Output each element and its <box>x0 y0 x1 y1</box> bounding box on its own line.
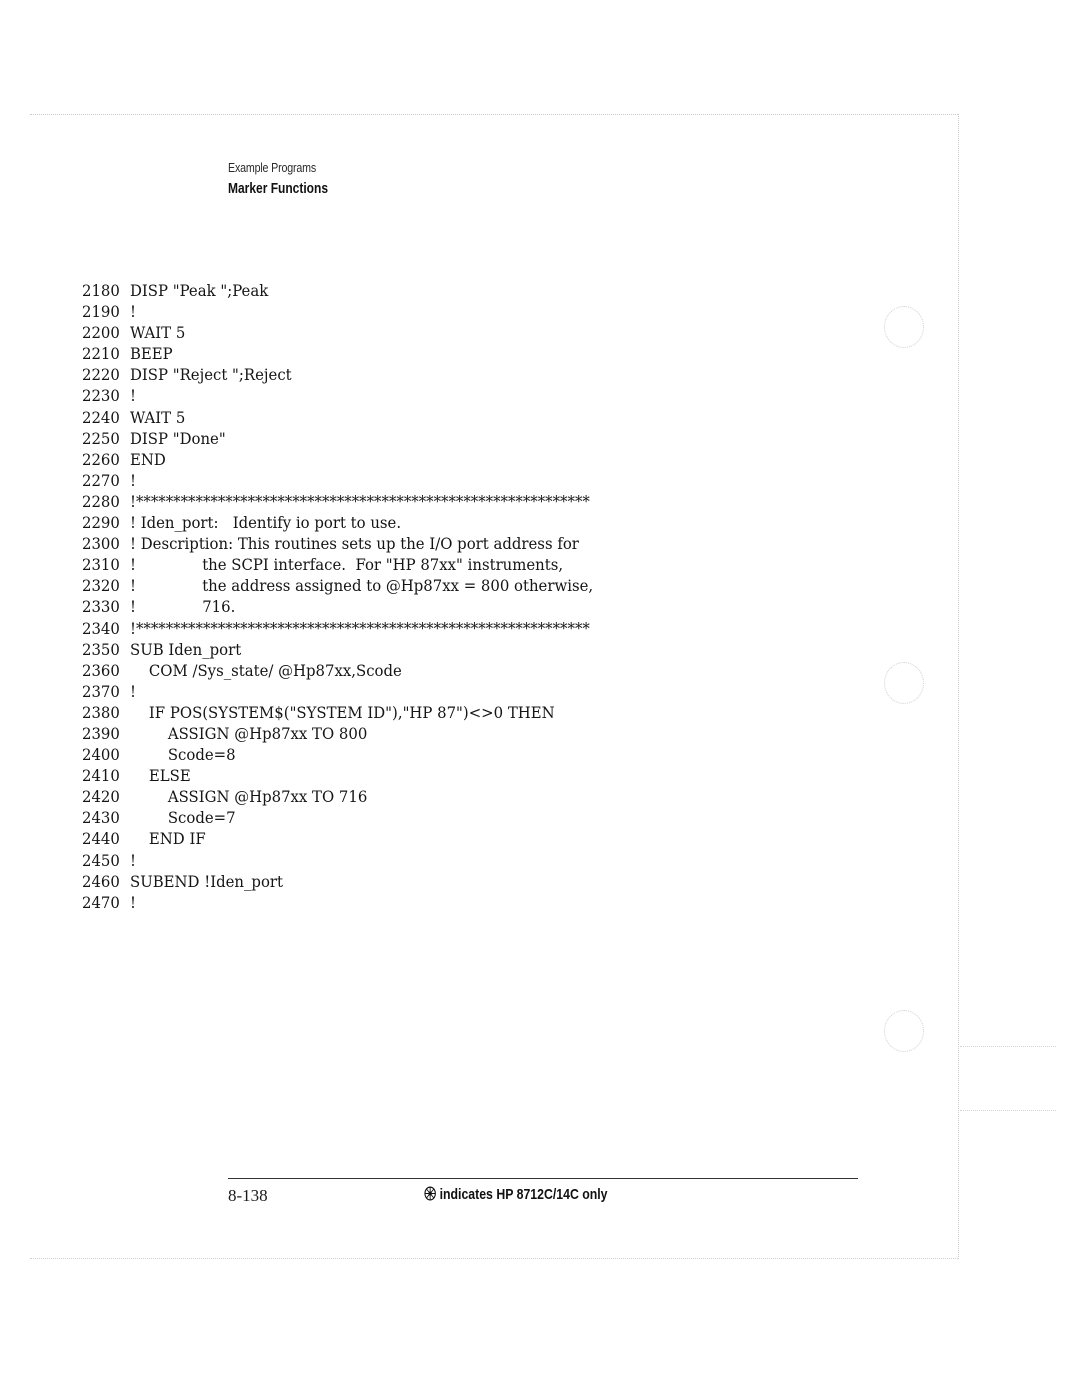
code-line <box>82 661 593 682</box>
line-text: DISP "Peak ";Peak <box>130 282 269 300</box>
code-line <box>82 766 593 787</box>
line-text: ! <box>130 851 136 870</box>
code-line <box>82 619 593 640</box>
scan-edge-right <box>958 114 959 1259</box>
line-text: WAIT 5 <box>130 324 186 343</box>
line-number: 2450 <box>82 851 120 870</box>
line-text: SUBEND !Iden_port <box>130 872 283 891</box>
code-line <box>82 429 593 450</box>
code-line <box>82 555 593 576</box>
line-text: ! <box>130 303 136 322</box>
line-number: 2180 <box>82 282 120 300</box>
page-title: Marker Functions <box>228 180 329 197</box>
scan-edge-top <box>30 114 958 115</box>
code-line <box>82 682 593 703</box>
scan-edge-tab <box>960 1046 1056 1047</box>
line-number: 2230 <box>82 387 120 406</box>
line-number: 2390 <box>82 724 120 743</box>
code-line <box>82 851 593 872</box>
line-text: ASSIGN @Hp87xx TO 800 <box>130 724 368 743</box>
line-text: END IF <box>130 830 206 849</box>
line-text: DISP "Done" <box>130 429 226 448</box>
code-line <box>82 534 593 555</box>
code-line <box>82 492 593 513</box>
line-text: ! <box>130 682 136 701</box>
code-line <box>82 893 593 914</box>
line-number: 2270 <box>82 471 120 490</box>
binder-hole <box>884 662 924 704</box>
line-number: 2430 <box>82 809 120 828</box>
line-text: SUB Iden_port <box>130 640 242 659</box>
code-line <box>82 365 593 386</box>
line-number: 2470 <box>82 893 120 912</box>
code-line <box>82 471 593 492</box>
footnote-text: indicates HP 8712C/14C only <box>439 1186 608 1203</box>
line-number: 2340 <box>82 619 120 638</box>
binder-hole <box>884 1010 924 1052</box>
footnote <box>424 1186 608 1203</box>
code-line <box>82 724 593 745</box>
line-number: 2200 <box>82 324 120 343</box>
line-text: COM /Sys_state/ @Hp87xx,Scode <box>130 661 402 680</box>
page-number: 8-138 <box>228 1186 268 1205</box>
line-text: Scode=8 <box>130 746 236 765</box>
line-text: Scode=7 <box>130 809 236 828</box>
line-text: ! the SCPI interface. For "HP 87xx" instruments, <box>130 556 564 575</box>
line-number: 2250 <box>82 429 120 448</box>
code-line <box>82 703 593 724</box>
line-number: 2330 <box>82 598 120 617</box>
code-line <box>82 597 593 618</box>
code-line <box>82 872 593 893</box>
line-text: END <box>130 450 166 469</box>
line-text: ! 716. <box>130 598 236 617</box>
code-line <box>82 513 593 534</box>
hp-8712c-14c-symbol-icon <box>424 1186 436 1201</box>
line-number: 2370 <box>82 682 120 701</box>
line-text: IF POS(SYSTEM$("SYSTEM ID"),"HP 87")<>0 THEN <box>130 703 555 722</box>
code-line <box>82 745 593 766</box>
line-number: 2410 <box>82 767 120 786</box>
scan-edge-bottom <box>30 1258 958 1259</box>
code-line <box>82 808 593 829</box>
line-number: 2240 <box>82 408 120 427</box>
line-number: 2320 <box>82 577 120 596</box>
page-header <box>228 160 353 197</box>
line-number: 2280 <box>82 492 120 511</box>
section-name: Example Programs <box>228 160 317 175</box>
line-number: 2460 <box>82 872 120 891</box>
line-text: !************************************************************* <box>130 492 590 511</box>
line-text: ! the address assigned to @Hp87xx = 800 otherwise, <box>130 577 594 596</box>
line-text: ASSIGN @Hp87xx TO 716 <box>130 788 368 807</box>
code-line <box>82 640 593 661</box>
line-number: 2380 <box>82 703 120 722</box>
line-text: BEEP <box>130 345 173 364</box>
code-line <box>82 787 593 808</box>
code-line <box>82 450 593 471</box>
code-line <box>82 829 593 850</box>
code-line <box>82 344 593 365</box>
line-number: 2210 <box>82 345 120 364</box>
line-number: 2360 <box>82 661 120 680</box>
line-number: 2420 <box>82 788 120 807</box>
line-number: 2190 <box>82 303 120 322</box>
line-number: 2310 <box>82 556 120 575</box>
line-number: 2290 <box>82 514 120 533</box>
line-number: 2220 <box>82 366 120 385</box>
code-line <box>82 281 593 302</box>
footer-rule <box>228 1178 858 1179</box>
line-text: ELSE <box>130 767 191 786</box>
code-listing <box>82 281 593 914</box>
line-text: ! Description: This routines sets up the I/O port address for <box>130 535 579 554</box>
line-number: 2400 <box>82 746 120 765</box>
code-line <box>82 408 593 429</box>
line-text: !************************************************************* <box>130 619 590 638</box>
code-line <box>82 323 593 344</box>
line-text: ! <box>130 471 136 490</box>
line-text: ! <box>130 893 136 912</box>
code-line <box>82 576 593 597</box>
line-text: ! <box>130 387 136 406</box>
scan-edge-tab <box>960 1110 1056 1111</box>
code-line <box>82 386 593 407</box>
line-number: 2440 <box>82 830 120 849</box>
line-number: 2350 <box>82 640 120 659</box>
line-text: WAIT 5 <box>130 408 186 427</box>
binder-hole <box>884 306 924 348</box>
line-number: 2300 <box>82 535 120 554</box>
code-line <box>82 302 593 323</box>
line-text: DISP "Reject ";Reject <box>130 366 292 385</box>
line-text: ! Iden_port: Identify io port to use. <box>130 514 402 533</box>
line-number: 2260 <box>82 450 120 469</box>
